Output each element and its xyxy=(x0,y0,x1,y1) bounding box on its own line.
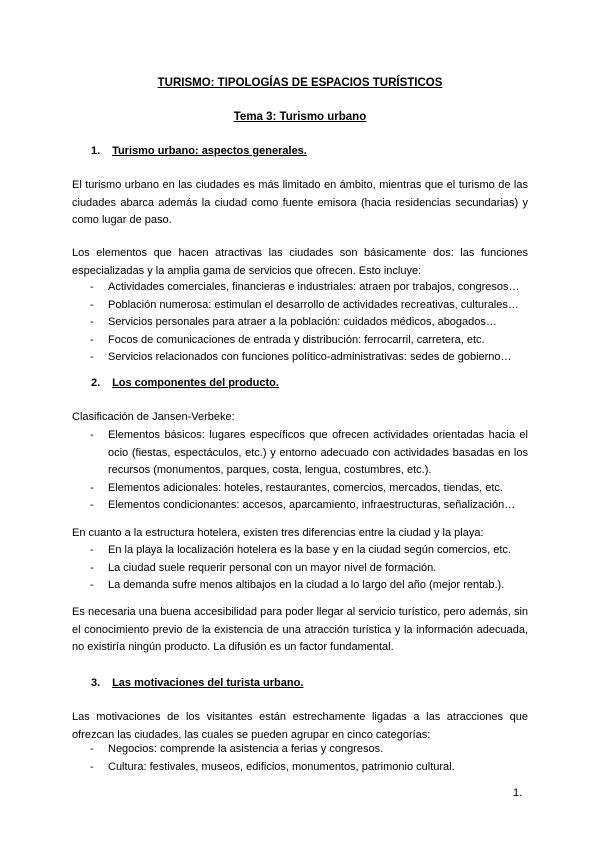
list-item: - Elementos básicos: lugares específicos que ofrecen actividades orientadas hacia el ocio (fiestas, espectáculos, etc.) y entorno adecuado con actividades basadas en los recursos (monumentos, parques, costa, lengua, costumbres, etc.). xyxy=(90,429,528,476)
list-item: - Elementos adicionales: hoteles, restaurantes, comercios, mercados, tiendas, etc. xyxy=(90,480,528,498)
list-item: - En la playa la localización hotelera es la base y en la ciudad según comercios, etc. xyxy=(90,542,528,560)
paragraph-attractions: Los elementos que hacen atractivas las ciudades son básicamente dos: las funciones especializadas y la amplia gama de servicios que ofrecen. Esto incluye: xyxy=(72,247,528,277)
classification-intro: Clasificación de Jansen-Verbeke: xyxy=(72,411,235,423)
list-dash: - xyxy=(90,579,94,591)
list-item: - La ciudad suele requerir personal con un mayor nivel de formación. xyxy=(90,560,528,578)
section-1-heading xyxy=(91,145,307,157)
list-item: - Servicios relacionados con funciones político-administrativas: sedes de gobierno… xyxy=(90,349,528,367)
list-item: - Población numerosa: estimulan el desarrollo de actividades recreativas, culturales… xyxy=(90,297,528,315)
list-dash: - xyxy=(90,429,94,441)
list-dash: - xyxy=(90,743,94,755)
section-number: 1. xyxy=(91,145,101,157)
section-number: 3. xyxy=(91,677,101,689)
list-item: - Focos de comunicaciones de entrada y distribución: ferrocarril, carretera, etc. xyxy=(90,332,528,350)
section-title: Turismo urbano: aspectos generales. xyxy=(112,145,307,157)
list-item: - La demanda sufre menos altibajos en la ciudad a lo largo del año (mejor rentab.). xyxy=(90,577,528,595)
motivations-list xyxy=(90,741,528,776)
theme-title: Tema 3: Turismo urbano xyxy=(233,111,367,123)
paragraph-accessibility: Es necesaria una buena accesibilidad para poder llegar al servicio turístico, pero además, sin el conocimiento previo de la existencia de una atracción turística y la información adecuada, no existiría ningún producto. La difusión es un factor fundamental. xyxy=(72,606,528,653)
section-2-heading xyxy=(91,377,279,389)
list-dash: - xyxy=(90,544,94,556)
section-3-heading xyxy=(91,677,303,689)
list-dash: - xyxy=(90,281,94,293)
hotel-differences-list xyxy=(90,542,528,595)
list-item: - Servicios personales para atraer a la población: cuidados médicos, abogados… xyxy=(90,314,528,332)
paragraph-intro: El turismo urbano en las ciudades es más limitado en ámbito, mientras que el turismo de las ciudades abarca además la ciudad como fuente emisora (hacia residencias secundarias) y como lugar de paso. xyxy=(72,179,528,226)
page-number: 1. xyxy=(513,787,523,799)
list-dash: - xyxy=(90,333,94,346)
section-title: Las motivaciones del turista urbano. xyxy=(112,677,304,689)
list-dash: - xyxy=(90,760,94,773)
list-dash: - xyxy=(90,481,94,494)
list-dash: - xyxy=(90,561,94,574)
section-title: Los componentes del producto. xyxy=(112,377,279,389)
section-number: 2. xyxy=(91,377,101,389)
list-dash: - xyxy=(90,316,94,328)
components-list xyxy=(90,427,528,515)
document-title: TURISMO: TIPOLOGÍAS DE ESPACIOS TURÍSTICOS xyxy=(157,77,443,89)
list-item: - Cultura: festivales, museos, edificios, monumentos, patrimonio cultural. xyxy=(90,759,528,777)
paragraph-hotel: En cuanto a la estructura hotelera, existen tres diferencias entre la ciudad y la playa: xyxy=(72,527,484,539)
list-item: - Actividades comerciales, financieras e industriales: atraen por trabajos, congresos… xyxy=(90,279,528,297)
attractions-list xyxy=(90,279,528,367)
list-item: - Elementos condicionantes: accesos, aparcamiento, infraestructuras, señalización… xyxy=(90,497,528,515)
list-dash: - xyxy=(90,499,94,511)
paragraph-motivations: Las motivaciones de los visitantes están estrechamente ligadas a las atracciones que ofrezcan las ciudades, las cuales se pueden agrupar en cinco categorías: xyxy=(72,711,528,741)
list-item: - Negocios: comprende la asistencia a ferias y congresos. xyxy=(90,741,528,759)
list-dash: - xyxy=(90,298,94,311)
list-dash: - xyxy=(90,351,94,363)
